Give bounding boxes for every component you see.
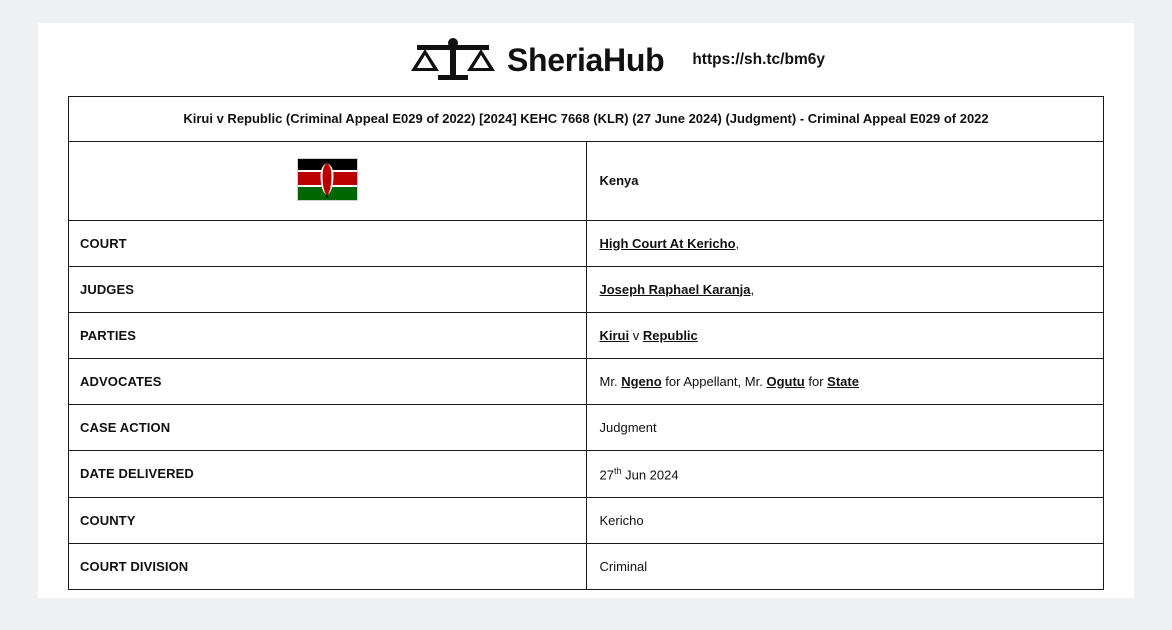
advocate-2-role: for — [808, 373, 824, 389]
judge-link[interactable]: Joseph Raphael Karanja — [599, 281, 751, 297]
table-row-court — [69, 220, 1104, 266]
date-ordinal: th — [613, 465, 622, 476]
label-judges: JUDGES — [69, 266, 587, 312]
value-judges — [586, 266, 1104, 312]
value-court-division: Criminal — [586, 543, 1104, 589]
table-row-advocates — [69, 358, 1104, 404]
label-case-action: CASE ACTION — [69, 404, 587, 450]
country-value: Kenya — [586, 141, 1104, 220]
versus-text: v — [632, 327, 640, 343]
document-page — [38, 23, 1134, 598]
value-court — [586, 220, 1104, 266]
flag-cell — [69, 141, 587, 220]
advocate-1-prefix: Mr. — [599, 373, 618, 389]
label-county: COUNTY — [69, 497, 587, 543]
value-parties — [586, 312, 1104, 358]
table-row-court-division — [69, 543, 1104, 589]
brand-name: SheriaHub — [507, 41, 665, 78]
state-link[interactable]: State — [827, 373, 859, 389]
table-row-date-delivered — [69, 450, 1104, 497]
label-court-division: COURT DIVISION — [69, 543, 587, 589]
label-court: COURT — [69, 220, 587, 266]
party-a-link[interactable]: Kirui — [599, 327, 630, 343]
advocate-2-prefix: Mr. — [744, 373, 763, 389]
advocate-1-link[interactable]: Ngeno — [621, 373, 662, 389]
case-metadata-table — [68, 96, 1104, 590]
kenya-flag-icon — [297, 158, 358, 201]
court-suffix: , — [735, 235, 740, 251]
short-url-link[interactable]: https://sh.tc/bm6y — [692, 50, 825, 68]
date-rest: Jun 2024 — [625, 466, 679, 482]
court-link[interactable]: High Court At Kericho — [599, 235, 736, 251]
party-b-link[interactable]: Republic — [642, 327, 698, 343]
advocate-1-role: for Appellant, — [665, 373, 742, 389]
table-row-judges — [69, 266, 1104, 312]
scales-of-justice-icon — [407, 37, 499, 83]
label-date-delivered: DATE DELIVERED — [69, 450, 587, 497]
value-advocates — [586, 358, 1104, 404]
brand-header — [38, 23, 1134, 96]
table-row-case-title — [69, 97, 1104, 142]
table-row-parties — [69, 312, 1104, 358]
value-county: Kericho — [586, 497, 1104, 543]
label-advocates: ADVOCATES — [69, 358, 587, 404]
table-row-country — [69, 141, 1104, 220]
sheriahub-logo[interactable] — [407, 37, 664, 83]
table-row-county — [69, 497, 1104, 543]
page-title: Kirui v Republic (Criminal Appeal E029 of 2022) [2024] KEHC 7668 (KLR) (27 June 2024) (Judgment) - Criminal Appeal E029 of 2022 — [69, 97, 1104, 142]
value-case-action: Judgment — [586, 404, 1104, 450]
date-day: 27 — [599, 466, 614, 482]
label-parties: PARTIES — [69, 312, 587, 358]
advocate-2-link[interactable]: Ogutu — [766, 373, 805, 389]
table-row-case-action — [69, 404, 1104, 450]
value-date-delivered — [586, 450, 1104, 497]
judges-suffix: , — [750, 281, 755, 297]
